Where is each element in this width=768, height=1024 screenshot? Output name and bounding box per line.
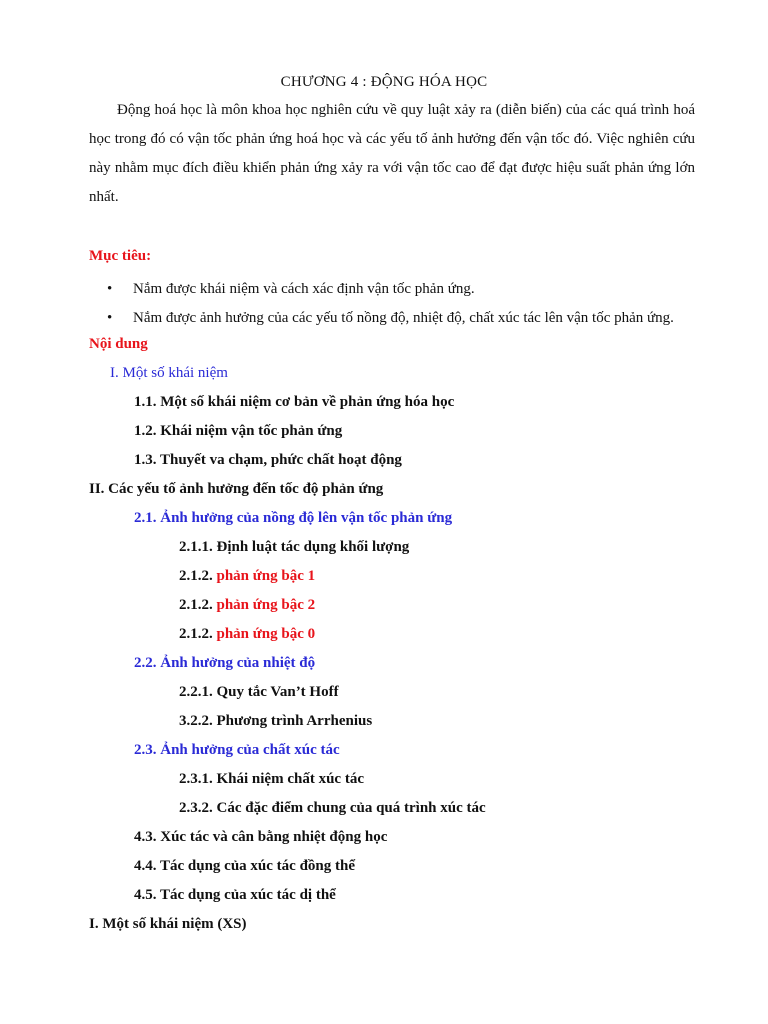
content-heading: Nội dung [89, 336, 148, 352]
outline-item: 3.2.2. Phương trình Arrhenius [179, 713, 373, 729]
outline-number: 2.1.2. [179, 568, 217, 584]
chapter-title: CHƯƠNG 4 : ĐỘNG HÓA HỌC [280, 74, 488, 90]
outline-number: 2.1.2. [179, 626, 217, 642]
outline-item: 2.2.1. Quy tắc Van’t Hoff [179, 684, 339, 700]
intro-paragraph: Động hoá học là môn khoa học nghiên cứu về quy luật xảy ra (diễn biến) của các quá trình hoá học trong đó có vận tốc phản ứng hoá học và các yếu tố ảnh hưởng đến vận tốc đó. Việc nghiên cứu này nhằm mục đích điều khiển phản ứng xảy ra với vận tốc cao để đạt được hiệu suất phản ứng lớn nhất. [89, 102, 695, 205]
outline-item: 2.3.1. Khái niệm chất xúc tác [179, 771, 364, 787]
outline-item: II. Các yếu tố ảnh hưởng đến tốc độ phản ứng [89, 481, 384, 497]
outline-item [179, 624, 315, 644]
outline-item: 4.4. Tác dụng của xúc tác đồng thể [134, 858, 356, 874]
outline-item: 4.5. Tác dụng của xúc tác dị thể [134, 887, 336, 903]
outline-item: 1.3. Thuyết va chạm, phức chất hoạt động [134, 452, 402, 468]
objective-text: Nắm được ảnh hưởng của các yếu tố nồng độ, nhiệt độ, chất xúc tác lên vận tốc phản ứng. [133, 310, 674, 326]
outline-item [179, 566, 315, 586]
outline-number: 2.1.2. [179, 597, 217, 613]
outline-item: 2.3.2. Các đặc điểm chung của quá trình xúc tác [179, 800, 486, 816]
bullet-icon: • [107, 281, 113, 297]
objective-item [107, 275, 697, 304]
outline-item: 1.2. Khái niệm vận tốc phản ứng [134, 423, 343, 439]
outline-item: 2.1. Ảnh hưởng của nồng độ lên vận tốc phản ứng [134, 510, 453, 526]
objectives-heading: Mục tiêu: [89, 248, 152, 264]
objective-item [107, 304, 697, 333]
bullet-icon: • [107, 310, 113, 326]
outline-item: I. Một số khái niệm (XS) [89, 916, 247, 932]
outline-item: 2.1.1. Định luật tác dụng khối lượng [179, 539, 410, 555]
outline-text: phản ứng bậc 2 [216, 597, 316, 613]
outline-text: phản ứng bậc 1 [216, 568, 316, 584]
outline-text: phản ứng bậc 0 [216, 626, 316, 642]
outline-item: 2.2. Ảnh hưởng của nhiệt độ [134, 655, 316, 671]
objective-text: Nắm được khái niệm và cách xác định vận tốc phản ứng. [133, 281, 475, 297]
outline-item [179, 595, 315, 615]
outline-item: I. Một số khái niệm [110, 365, 228, 381]
objectives-list [107, 246, 697, 333]
outline-item: 4.3. Xúc tác và cân bằng nhiệt động học [134, 829, 388, 845]
outline-item: 1.1. Một số khái niệm cơ bản về phản ứng hóa học [134, 394, 455, 410]
outline-item: 2.3. Ảnh hưởng của chất xúc tác [134, 742, 340, 758]
